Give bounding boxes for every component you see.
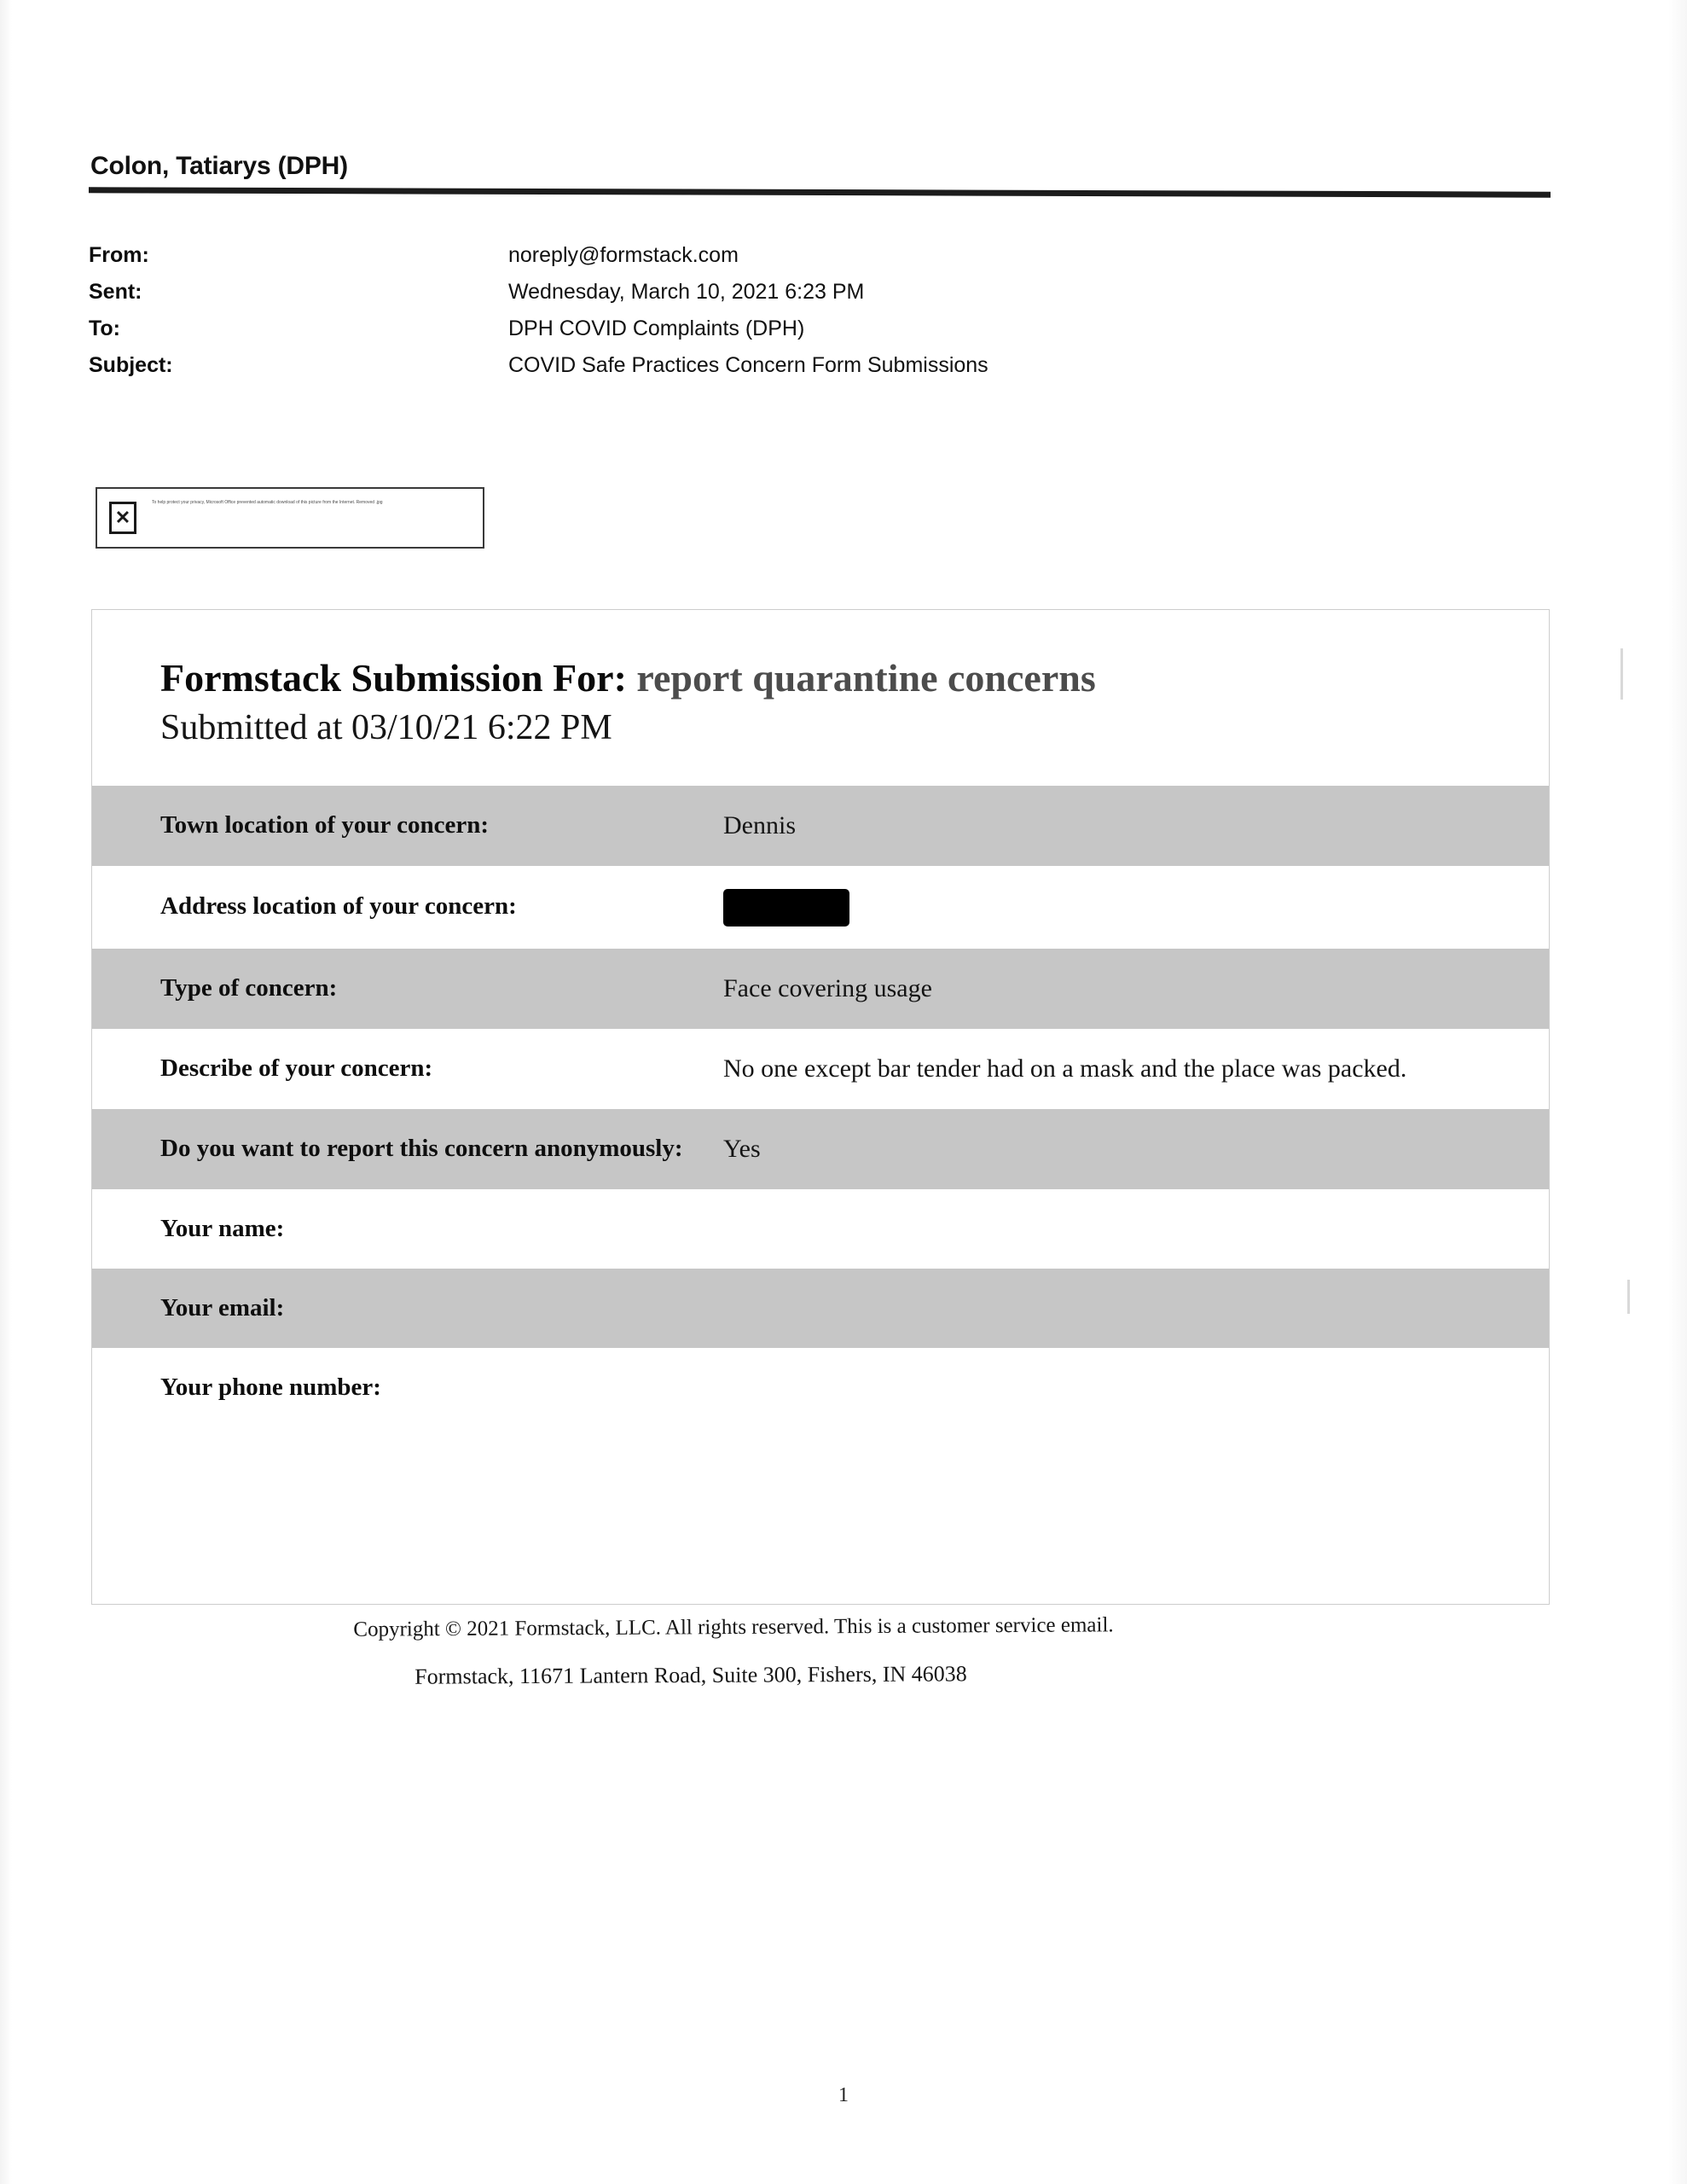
answer-value: Face covering usage (723, 949, 1549, 1029)
sent-value: Wednesday, March 10, 2021 6:23 PM (508, 280, 865, 304)
from-value: noreply@formstack.com (508, 243, 739, 267)
email-header-row-sent (89, 274, 1283, 311)
email-header-fields (89, 237, 1283, 384)
formstack-footer (91, 1614, 1550, 1689)
header-divider-rule (89, 187, 1551, 197)
to-value: DPH COVID Complaints (DPH) (508, 317, 805, 340)
submission-form-name: report quarantine concerns (636, 656, 1096, 700)
to-label: To: (89, 317, 121, 340)
submission-title-prefix: Formstack Submission For: (160, 656, 627, 700)
subject-value: COVID Safe Practices Concern Form Submissions (508, 353, 988, 377)
blocked-image-placeholder[interactable] (96, 487, 484, 549)
answer-question-label: Address location of your concern: (160, 892, 517, 921)
answer-value (723, 1348, 1549, 1427)
scan-speck (1620, 648, 1623, 700)
answer-value: Dennis (723, 786, 1549, 866)
redaction-bar (723, 889, 849, 926)
table-row (92, 1189, 1549, 1269)
submission-title (160, 656, 1549, 700)
table-row (92, 866, 1549, 949)
broken-image-icon: ✕ (109, 502, 136, 534)
answer-value: Yes (723, 1109, 1549, 1189)
table-row (92, 949, 1549, 1029)
submitted-at-text: Submitted at 03/10/21 6:22 PM (160, 707, 612, 747)
submission-answers-table (92, 786, 1549, 1428)
answer-question-label: Your phone number: (160, 1373, 381, 1401)
answer-value (723, 1189, 1549, 1269)
table-row (92, 1348, 1549, 1427)
table-row (92, 786, 1549, 866)
submission-answers-body (92, 786, 1549, 1428)
formstack-submission-card (91, 609, 1550, 1605)
email-header-row-subject (89, 347, 1283, 384)
answer-question-label: Describe of your concern: (160, 1054, 433, 1083)
mailbox-owner-header: Colon, Tatiarys (DPH) (90, 152, 348, 180)
answer-question-label: Your email: (92, 1269, 723, 1348)
answer-value (723, 866, 1549, 949)
table-row (92, 1269, 1549, 1348)
footer-address: Formstack, 11671 Lantern Road, Suite 300, Fishers, IN 46038 (415, 1660, 967, 1689)
answer-value: No one except bar tender had on a mask and the place was packed. (723, 1054, 1407, 1083)
footer-copyright: Copyright © 2021 Formstack, LLC. All rights reserved. This is a customer service email. (353, 1613, 1114, 1641)
subject-label: Subject: (89, 353, 173, 377)
email-header-row-from (89, 237, 1283, 274)
table-row (92, 1029, 1549, 1109)
table-row (92, 1109, 1549, 1189)
answer-question-label: Town location of your concern: (92, 786, 723, 866)
page-number: 1 (838, 2084, 849, 2106)
from-label: From: (89, 243, 149, 267)
answer-question-label: Type of concern: (92, 949, 723, 1029)
sent-label: Sent: (89, 280, 142, 304)
scan-edge-right (1668, 0, 1687, 2184)
submission-header (92, 610, 1549, 748)
email-header-row-to (89, 311, 1283, 347)
scan-edge-left (0, 0, 12, 2184)
answer-question-label: Your name: (160, 1214, 285, 1242)
scan-speck (1627, 1280, 1630, 1314)
answer-question-label: Do you want to report this concern anonymously: (92, 1109, 723, 1189)
blocked-image-message: To help protect your privacy, Microsoft Office prevented automatic download of this picture from the Internet. Removed .jpg (152, 500, 383, 505)
answer-value (723, 1269, 1549, 1348)
